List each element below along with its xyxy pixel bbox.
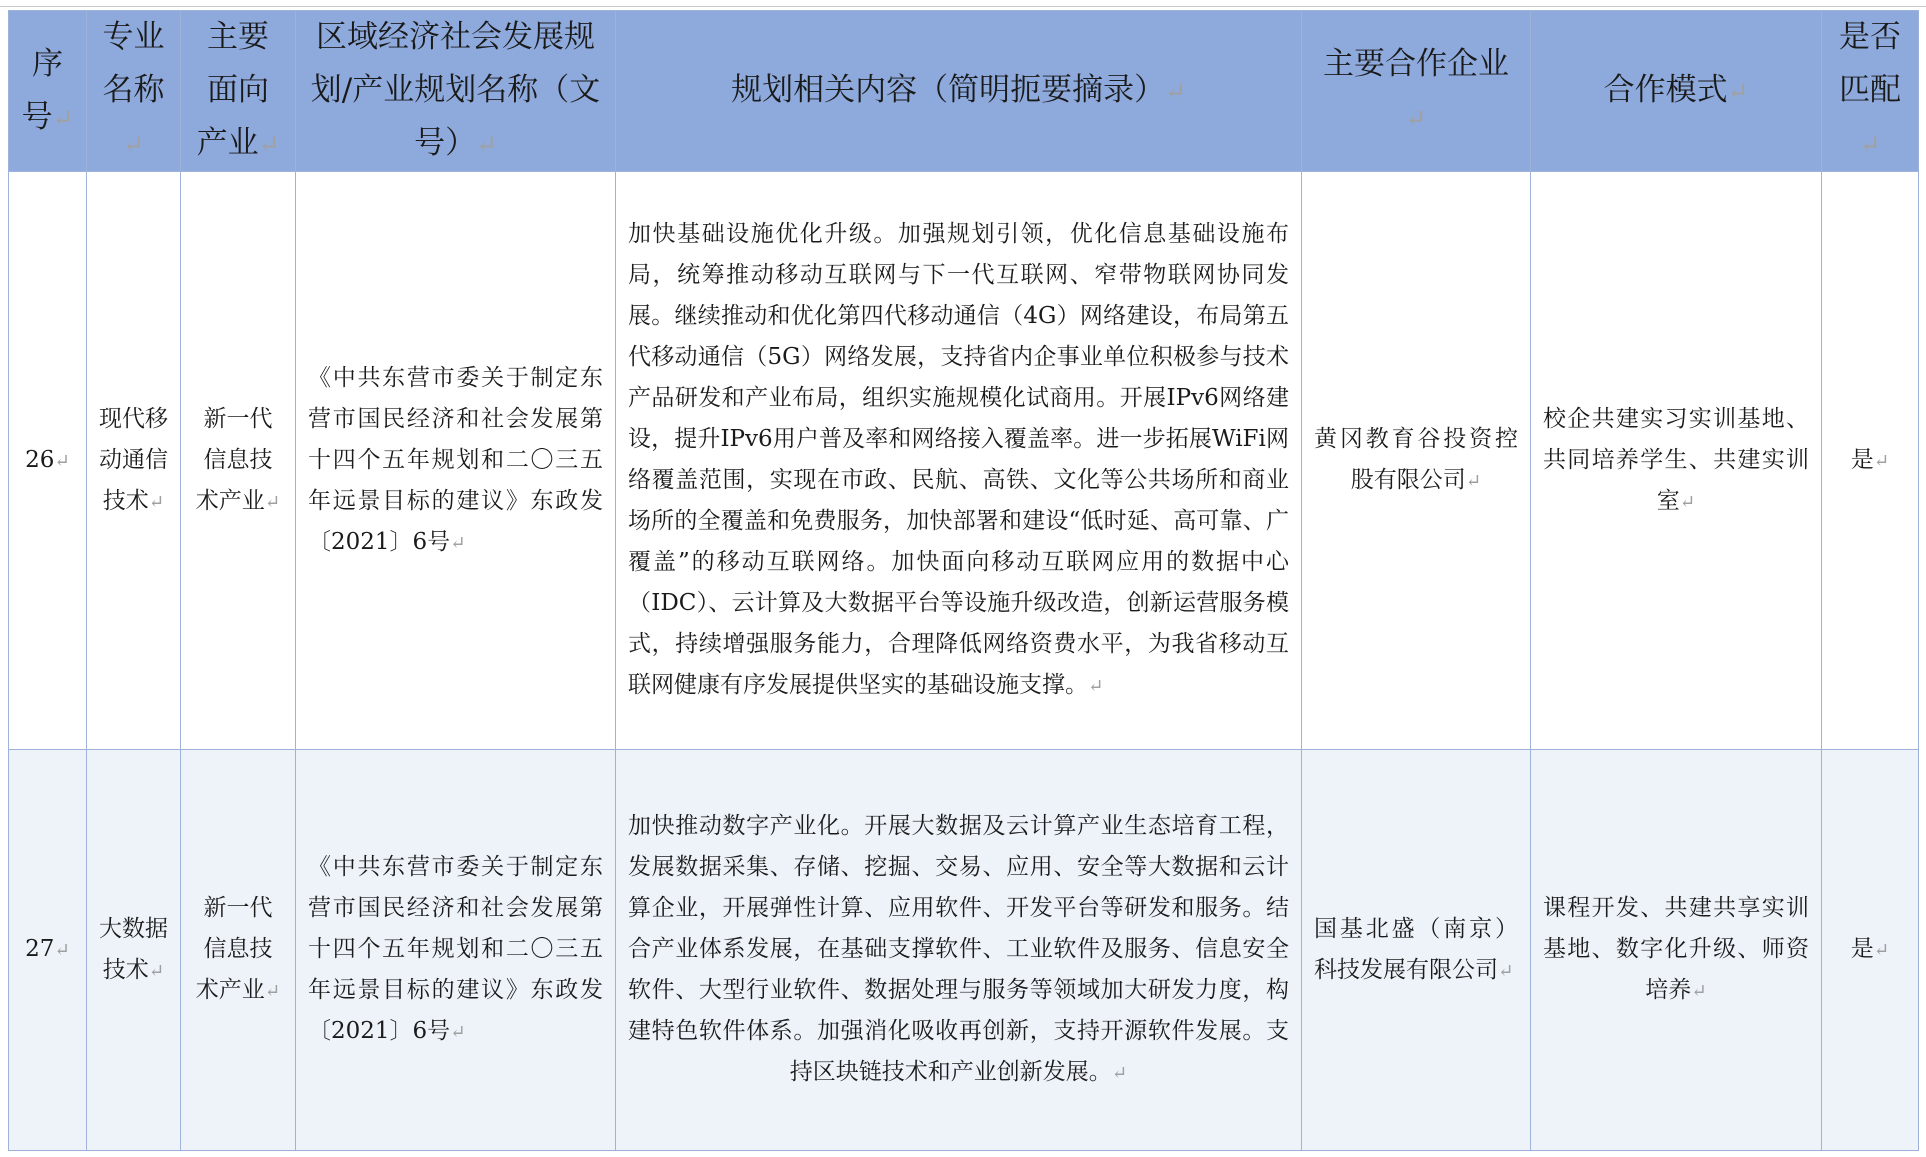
cell-plan: 《中共东营市委关于制定东营市国民经济和社会发展第十四个五年规划和二〇三五年远景目标的建议》东政发〔2021〕6号↵ <box>296 750 616 1151</box>
cell-mode: 校企共建实习实训基地、共同培养学生、共建实训室↵ <box>1531 172 1822 750</box>
cell-content: 加快基础设施优化升级。加强规划引领，优化信息基础设施布局，统筹推动移动互联网与下一代互联网、窄带物联网协同发展。继续推动和优化第四代移动通信（4G）网络建设，布局第五代移动通信（5G）网络发展，支持省内企事业单位积极参与技术产品研发和产业布局，组织实施规模化试商用。开展IPv6网络建设，提升IPv6用户普及率和网络接入覆盖率。进一步拓展WiFi网络覆盖范围，实现在市政、民航、高铁、文化等公共场所和商业场所的全覆盖和免费服务，加快部署和建设“低时延、高可靠、广覆盖”的移动互联网络。加快面向移动互联网应用的数据中心（IDC）、云计算及大数据平台等设施升级改造，创新运营服务模式，持续增强服务能力，合理降低网络资费水平，为我省移动互联网健康有序发展提供坚实的基础设施支撑。↵ <box>616 172 1302 750</box>
header-major: 专业名称↵ <box>87 11 181 172</box>
cell-major: 现代移动通信技术↵ <box>87 172 181 750</box>
cell-major: 大数据技术↵ <box>87 750 181 1151</box>
header-content: 规划相关内容（简明扼要摘录）↵ <box>616 11 1302 172</box>
header-mode: 合作模式↵ <box>1531 11 1822 172</box>
cell-no: 26↵ <box>9 172 87 750</box>
cell-industry: 新一代信息技术产业↵ <box>181 172 296 750</box>
table-row <box>9 172 1919 750</box>
cell-company: 国基北盛（南京）科技发展有限公司↵ <box>1302 750 1531 1151</box>
cell-content: 加快推动数字产业化。开展大数据及云计算产业生态培育工程，发展数据采集、存储、挖掘、交易、应用、安全等大数据和云计算企业，开展弹性计算、应用软件、开发平台等研发和服务。结合产业体系发展，在基础支撑软件、工业软件及服务、信息安全软件、大型行业软件、数据处理与服务等领域加大研发力度，构建特色软件体系。加强消化吸收再创新，支持开源软件发展。支持区块链技术和产业创新发展。↵ <box>616 750 1302 1151</box>
plan-matching-table <box>8 10 1919 1151</box>
header-no: 序号↵ <box>9 11 87 172</box>
cell-match: 是↵ <box>1822 172 1919 750</box>
header-company: 主要合作企业↵ <box>1302 11 1531 172</box>
cell-mode: 课程开发、共建共享实训基地、数字化升级、师资培养↵ <box>1531 750 1822 1151</box>
header-match: 是否匹配↵ <box>1822 11 1919 172</box>
cell-match: 是↵ <box>1822 750 1919 1151</box>
header-industry: 主要面向产业↵ <box>181 11 296 172</box>
cell-company: 黄冈教育谷投资控股有限公司↵ <box>1302 172 1531 750</box>
page-top-border <box>0 0 1926 7</box>
cell-industry: 新一代信息技术产业↵ <box>181 750 296 1151</box>
header-row <box>9 11 1919 172</box>
table-row <box>9 750 1919 1151</box>
cell-plan: 《中共东营市委关于制定东营市国民经济和社会发展第十四个五年规划和二〇三五年远景目标的建议》东政发〔2021〕6号↵ <box>296 172 616 750</box>
header-plan: 区域经济社会发展规划/产业规划名称（文号）↵ <box>296 11 616 172</box>
cell-no: 27↵ <box>9 750 87 1151</box>
